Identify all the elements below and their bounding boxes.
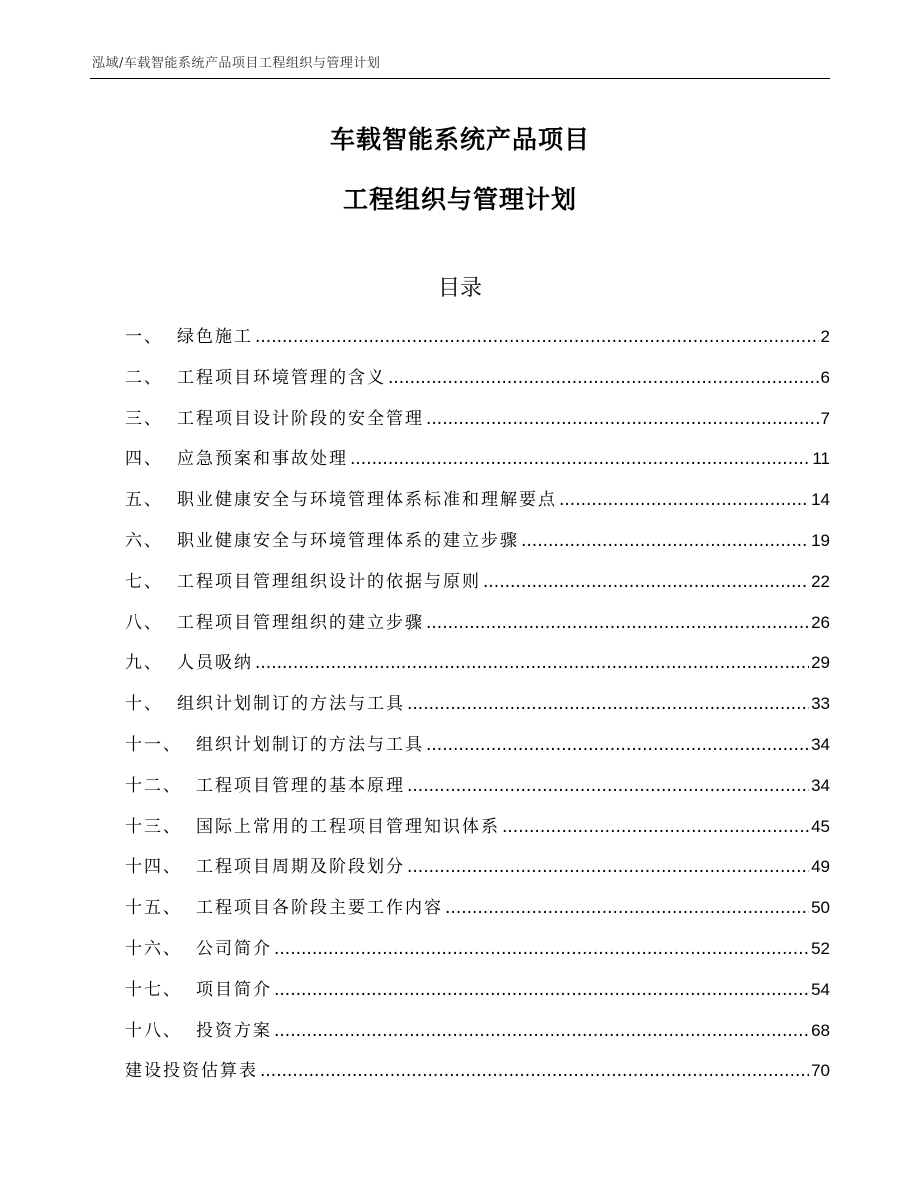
header-divider [90,78,830,79]
toc-entry-number: 十六、 [125,938,182,959]
toc-entry-number: 十七、 [125,979,182,1000]
running-header: 泓域/车载智能系统产品项目工程组织与管理计划 [92,56,381,71]
toc-dot-leader [521,526,809,556]
toc-dot-leader [274,1016,809,1046]
toc-dot-leader [255,648,809,678]
document-title-line1: 车载智能系统产品项目 [329,125,590,154]
toc-dot-leader [502,812,809,842]
toc-dot-leader [407,689,809,719]
toc-dot-leader [483,567,809,597]
toc-entry[interactable] [125,322,830,363]
toc-entry[interactable] [125,893,830,934]
toc-entry-title: 职业健康安全与环境管理体系标准和理解要点 [177,490,557,511]
toc-dot-leader [407,771,809,801]
toc-entry[interactable] [125,404,830,445]
toc-entry-number: 六、 [125,530,163,551]
toc-entry-number: 一、 [125,327,163,347]
toc-dot-leader [407,852,809,882]
toc-entry-title: 人员吸纳 [177,653,253,674]
toc-dot-leader [388,363,819,393]
toc-entry[interactable] [125,363,830,404]
toc-entry[interactable] [125,567,830,608]
toc-entry-title: 工程项目管理的基本原理 [196,775,405,796]
toc-entry-title: 国际上常用的工程项目管理知识体系 [196,816,500,837]
toc-entry-title: 建设投资估算表 [125,1061,258,1082]
toc-dot-leader [255,322,819,352]
toc-dot-leader [426,404,819,434]
toc-entry-title: 工程项目环境管理的含义 [177,367,386,388]
toc-entry-page-number: 22 [811,571,830,591]
toc-entry-title: 工程项目周期及阶段划分 [196,857,405,878]
toc-dot-leader [274,934,809,964]
toc-entry[interactable] [125,771,830,812]
toc-entry-page-number: 33 [811,694,830,714]
toc-entry-number: 十四、 [125,857,182,878]
toc-entry-page-number: 26 [811,612,830,632]
toc-entry-title: 公司简介 [196,938,272,959]
toc-entry-page-number: 11 [812,449,830,469]
toc-heading: 目录 [437,276,482,301]
toc-entry-number: 十三、 [125,816,182,837]
toc-dot-leader [445,893,809,923]
toc-entry[interactable] [125,1016,830,1057]
toc-entry-title: 投资方案 [196,1020,272,1041]
toc-dot-leader [350,444,810,474]
toc-dot-leader [426,608,809,638]
toc-entry-number: 十一、 [125,734,182,755]
toc-entry-title: 应急预案和事故处理 [177,449,348,470]
toc-entry-number: 四、 [125,449,163,470]
toc-entry[interactable] [125,526,830,567]
toc-entry-title: 工程项目设计阶段的安全管理 [177,408,424,429]
toc-entry-title: 工程项目管理组织设计的依据与原则 [177,571,481,592]
toc-entry[interactable] [125,1056,830,1097]
toc-entry-page-number: 50 [811,898,830,918]
toc-entry[interactable] [125,812,830,853]
toc-entry[interactable] [125,485,830,526]
toc-entry[interactable] [125,444,830,485]
toc-entry[interactable] [125,975,830,1016]
toc-entry-page-number: 68 [811,1020,830,1040]
toc-entry-page-number: 29 [811,653,830,673]
toc-entry-title: 项目简介 [196,979,272,1000]
toc-entry-page-number: 6 [820,367,830,387]
toc-entry-number: 九、 [125,653,163,674]
toc-entry-page-number: 34 [811,775,830,795]
toc-entry-page-number: 34 [811,734,830,754]
toc-entry[interactable] [125,648,830,689]
toc-entry[interactable] [125,934,830,975]
toc-dot-leader [426,730,809,760]
toc-entry-number: 七、 [125,571,163,592]
toc-entry-page-number: 49 [811,857,830,877]
toc-entry-page-number: 19 [811,530,830,550]
toc-entry-page-number: 45 [811,816,830,836]
toc-entry-number: 十、 [125,694,163,715]
toc-entry-title: 工程项目各阶段主要工作内容 [196,898,443,919]
toc-entry-page-number: 52 [811,938,830,958]
toc-entry-title: 组织计划制订的方法与工具 [177,694,405,715]
table-of-contents [125,322,830,1097]
document-title-line2: 工程组织与管理计划 [342,185,577,214]
toc-entry-title: 绿色施工 [177,327,253,347]
toc-entry[interactable] [125,689,830,730]
toc-entry-number: 三、 [125,408,163,429]
toc-entry-number: 十五、 [125,898,182,919]
toc-entry-page-number: 2 [820,327,830,346]
toc-entry-page-number: 7 [820,408,830,428]
toc-entry-number: 五、 [125,490,163,511]
toc-entry-page-number: 54 [811,979,830,999]
toc-entry-number: 十八、 [125,1020,182,1041]
toc-entry-title: 工程项目管理组织的建立步骤 [177,612,424,633]
toc-entry[interactable] [125,730,830,771]
toc-entry[interactable] [125,852,830,893]
toc-entry-number: 八、 [125,612,163,633]
toc-dot-leader [260,1056,809,1086]
toc-entry-title: 组织计划制订的方法与工具 [196,734,424,755]
toc-entry-number: 二、 [125,367,163,388]
toc-dot-leader [274,975,809,1005]
toc-entry-page-number: 70 [811,1061,830,1081]
toc-entry-title: 职业健康安全与环境管理体系的建立步骤 [177,530,519,551]
toc-entry[interactable] [125,608,830,649]
toc-entry-page-number: 14 [811,490,830,510]
toc-entry-number: 十二、 [125,775,182,796]
toc-dot-leader [559,485,809,515]
